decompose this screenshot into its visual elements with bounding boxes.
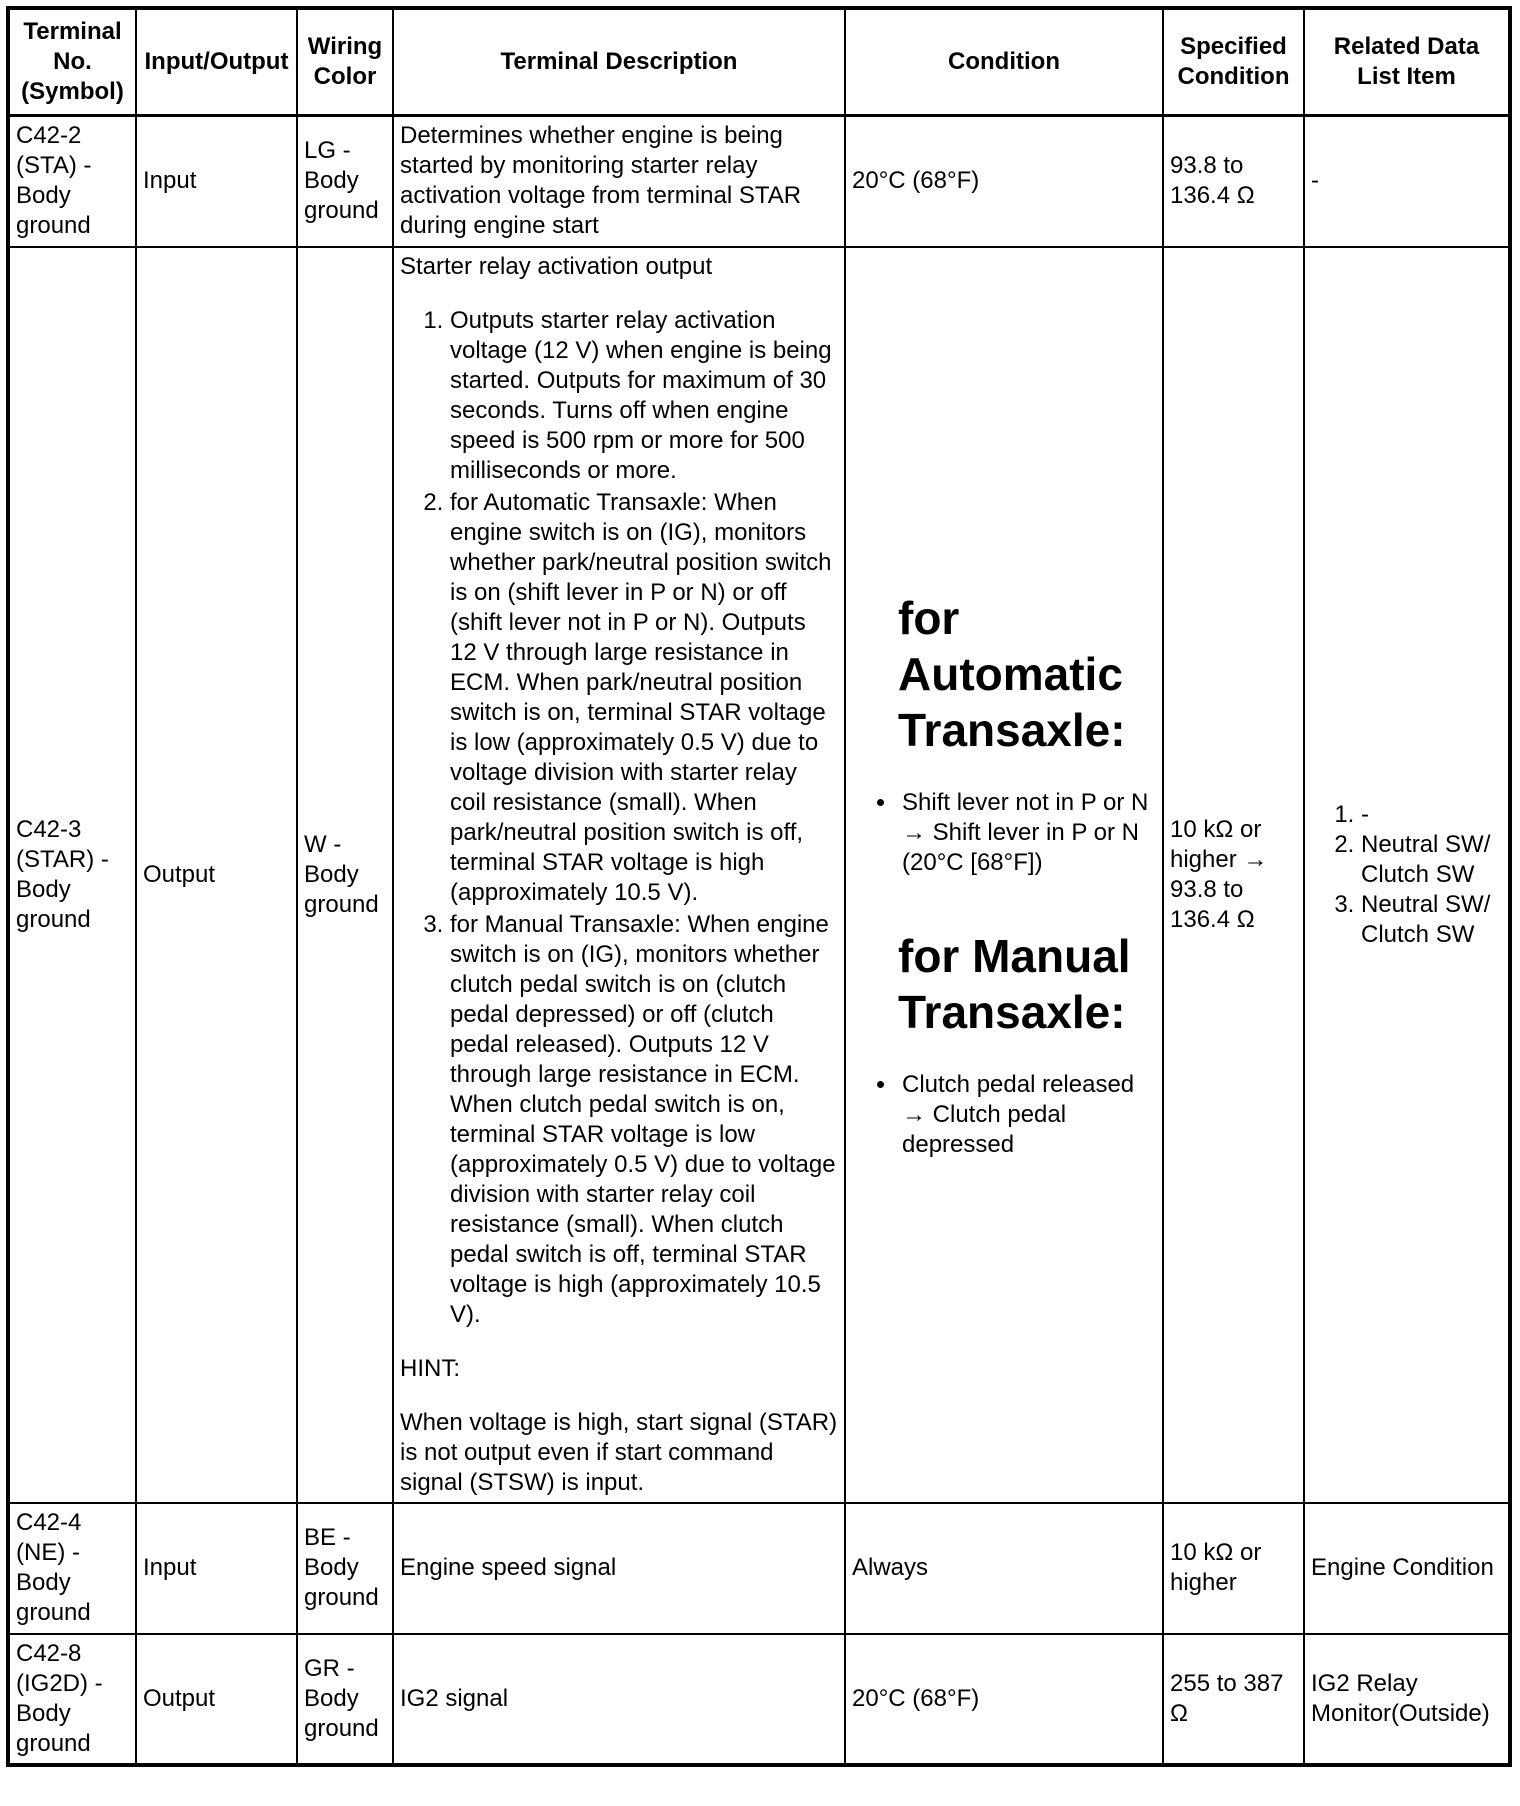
io-cell: Output xyxy=(136,247,297,1503)
header-row xyxy=(8,8,1510,116)
header-terminal-line-3: (Symbol) xyxy=(21,78,124,105)
related-cell: Engine Condition xyxy=(1304,1503,1510,1634)
description-intro: Starter relay activation output xyxy=(400,252,713,280)
specified-cell: 10 kΩ or higher → 93.8 to 136.4 Ω xyxy=(1163,247,1304,1503)
condition-cell xyxy=(845,247,1163,1503)
header-wiring-line-2: Color xyxy=(313,63,377,90)
header-wiring-line-1: Wiring xyxy=(307,33,383,60)
condition-cell: 20°C (68°F) xyxy=(845,1634,1163,1765)
io-cell: Input xyxy=(136,1503,297,1634)
condition-cell: Always xyxy=(845,1503,1163,1634)
header-terminal-line-2: No. xyxy=(53,48,92,75)
description-steps xyxy=(400,306,838,1330)
condition-auto-item: • Shift lever not in P or N → Shift lever in P or N (20°C [68°F]) xyxy=(898,788,1156,878)
wiring-cell: GR - Body ground xyxy=(297,1634,393,1765)
header-io: Input/Output xyxy=(136,8,297,116)
wiring-cell: LG - Body ground xyxy=(297,116,393,247)
related-item: 2. Neutral SW/ Clutch SW xyxy=(1361,830,1502,890)
table-row xyxy=(8,1634,1510,1765)
description-cell: IG2 signal xyxy=(393,1634,845,1765)
related-item: 3. Neutral SW/ Clutch SW xyxy=(1361,890,1502,950)
header-specified xyxy=(1163,8,1304,116)
specified-cell: 255 to 387 Ω xyxy=(1163,1634,1304,1765)
description-step: 1. Outputs starter relay activation voltage (12 V) when engine is being started. Outputs for maximum of 30 seconds. Turns off when engine speed is 500 rpm or more for 500 milliseconds or more. xyxy=(450,306,838,486)
specified-cell: 10 kΩ or higher xyxy=(1163,1503,1304,1634)
related-cell: - xyxy=(1304,116,1510,247)
condition-manual-heading: for Manual Transaxle: xyxy=(898,929,1131,1038)
terminal-spec-table xyxy=(6,6,1512,1767)
header-specified-line-1: Specified xyxy=(1180,33,1287,60)
hint-text: When voltage is high, start signal (STAR) is not output even if start command signal (STSW) is input. xyxy=(400,1408,838,1496)
header-terminal-line-1: Terminal xyxy=(23,18,122,45)
description-cell: Determines whether engine is being started by monitoring starter relay activation voltage from terminal STAR during engine start xyxy=(393,116,845,247)
condition-manual-list xyxy=(852,1070,1156,1160)
header-related-line-2: List Item xyxy=(1357,63,1456,90)
header-terminal xyxy=(8,8,136,116)
description-cell: Engine speed signal xyxy=(393,1503,845,1634)
table-row xyxy=(8,247,1510,1503)
terminal-cell: C42-8 (IG2D) - Body ground xyxy=(8,1634,136,1765)
related-cell xyxy=(1304,247,1510,1503)
table-row xyxy=(8,1503,1510,1634)
condition-auto-heading: for Automatic Transaxle: xyxy=(898,591,1126,756)
condition-auto-list xyxy=(852,788,1156,878)
description-step: 2. for Automatic Transaxle: When engine switch is on (IG), monitors whether park/neutral position switch is on (shift lever in P or N) or off (shift lever not in P or N). Outputs 12 V through large resistance in ECM. When park/neutral position switch is on, terminal STAR voltage is low (approximately 0.5 V) due to voltage division with starter relay coil resistance (small). When park/neutral position switch is off, terminal STAR voltage is high (approximately 10.5 V). xyxy=(450,488,838,908)
description-step: 3. for Manual Transaxle: When engine switch is on (IG), monitors whether clutch pedal switch is on (clutch pedal depressed) or off (clutch pedal released). Outputs 12 V through large resistance in ECM. When clutch pedal switch is on, terminal STAR voltage is low (approximately 0.5 V) due to voltage division with starter relay coil resistance (small). When clutch pedal switch is off, terminal STAR voltage is high (approximately 10.5 V). xyxy=(450,910,838,1330)
header-specified-line-2: Condition xyxy=(1177,63,1290,90)
header-related-line-1: Related Data xyxy=(1333,33,1480,60)
related-cell: IG2 Relay Monitor(Outside) xyxy=(1304,1634,1510,1765)
io-cell: Input xyxy=(136,116,297,247)
wiring-cell: W - Body ground xyxy=(297,247,393,1503)
io-cell: Output xyxy=(136,1634,297,1765)
header-wiring xyxy=(297,8,393,116)
terminal-cell: C42-3 (STAR) - Body ground xyxy=(8,247,136,1503)
header-condition: Condition xyxy=(845,8,1163,116)
header-description: Terminal Description xyxy=(393,8,845,116)
table-row xyxy=(8,116,1510,247)
related-item: 1. - xyxy=(1361,800,1502,830)
related-list xyxy=(1311,800,1502,950)
specified-cell: 93.8 to 136.4 Ω xyxy=(1163,116,1304,247)
description-cell xyxy=(393,247,845,1503)
terminal-cell: C42-4 (NE) - Body ground xyxy=(8,1503,136,1634)
condition-manual-item: • Clutch pedal released → Clutch pedal depressed xyxy=(898,1070,1156,1160)
hint-label: HINT: xyxy=(400,1354,460,1382)
wiring-cell: BE - Body ground xyxy=(297,1503,393,1634)
terminal-cell: C42-2 (STA) - Body ground xyxy=(8,116,136,247)
header-related xyxy=(1304,8,1510,116)
condition-cell: 20°C (68°F) xyxy=(845,116,1163,247)
